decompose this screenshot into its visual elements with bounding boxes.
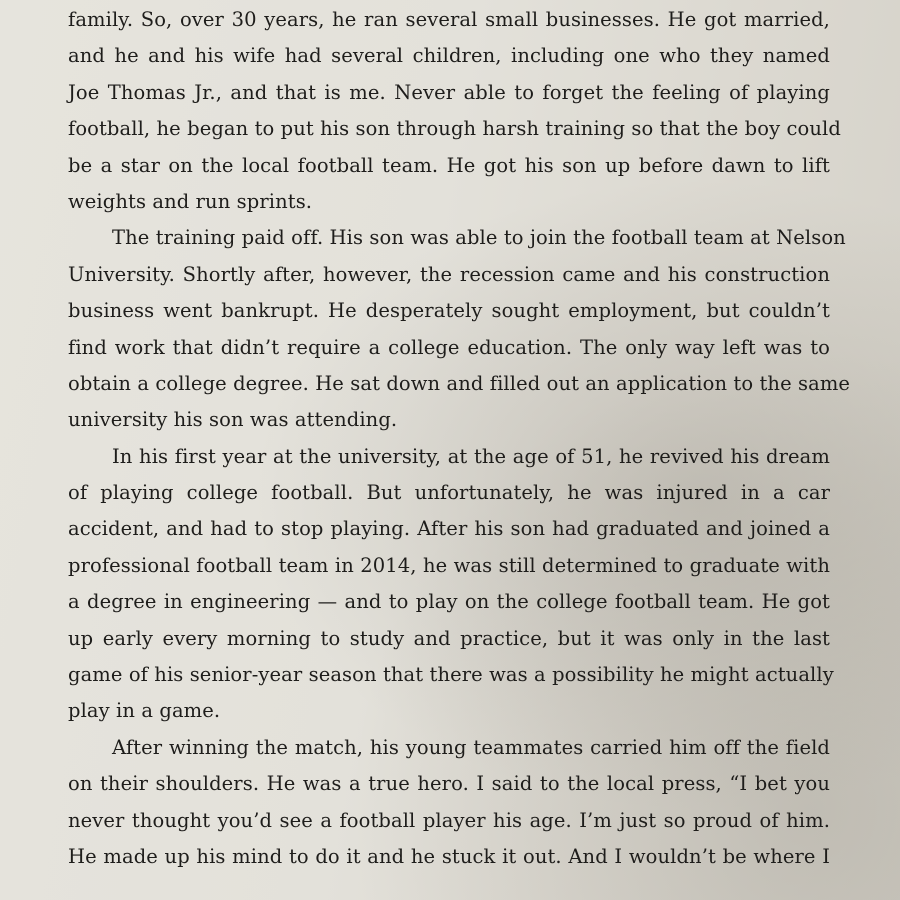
- text-line: The training paid off. His son was able to join the football team at Nelson: [112, 226, 846, 250]
- text-line: In his first year at the university, at the age of 51, he revived his dream: [112, 444, 830, 468]
- text-line: Joe Thomas Jr., and that is me. Never able to forget the feeling of playing: [68, 80, 830, 104]
- text-line: up early every morning to study and practice, but it was only in the last: [68, 626, 830, 650]
- text-line: and he and his wife had several children, including one who they named: [68, 44, 830, 68]
- text-line: University. Shortly after, however, the recession came and his construction: [68, 262, 830, 286]
- text-line: university his son was attending.: [68, 408, 398, 432]
- text-line: accident, and had to stop playing. After his son had graduated and joined a: [68, 517, 830, 541]
- text-line: of playing college football. But unfortunately, he was injured in a car: [68, 481, 830, 505]
- text-line: find work that didn’t require a college education. The only way left was to: [68, 335, 830, 359]
- text-line: game of his senior-year season that there was a possibility he might actually: [68, 663, 834, 687]
- text-line: business went bankrupt. He desperately sought employment, but couldn’t: [68, 299, 830, 323]
- text-line: weights and run sprints.: [68, 189, 313, 213]
- text-line: He made up his mind to do it and he stuck it out. And I wouldn’t be where I: [68, 844, 830, 868]
- text-line: football, he began to put his son through harsh training so that the boy could: [68, 117, 841, 141]
- body-text: [68, 2, 851, 875]
- text-line: After winning the match, his young teammates carried him off the field: [112, 735, 830, 759]
- text-line: obtain a college degree. He sat down and filled out an application to the same: [68, 371, 851, 395]
- text-line: play in a game.: [68, 699, 221, 723]
- text-line: on their shoulders. He was a true hero. I said to the local press, “I bet you: [68, 772, 830, 796]
- text-line: a degree in engineering — and to play on the college football team. He got: [68, 590, 830, 614]
- text-line: be a star on the local football team. He got his son up before dawn to lift: [68, 153, 830, 177]
- text-line: never thought you’d see a football player his age. I’m just so proud of him.: [68, 808, 830, 832]
- text-line: professional football team in 2014, he was still determined to graduate with: [68, 553, 830, 577]
- text-line: family. So, over 30 years, he ran several small businesses. He got married,: [68, 8, 830, 31]
